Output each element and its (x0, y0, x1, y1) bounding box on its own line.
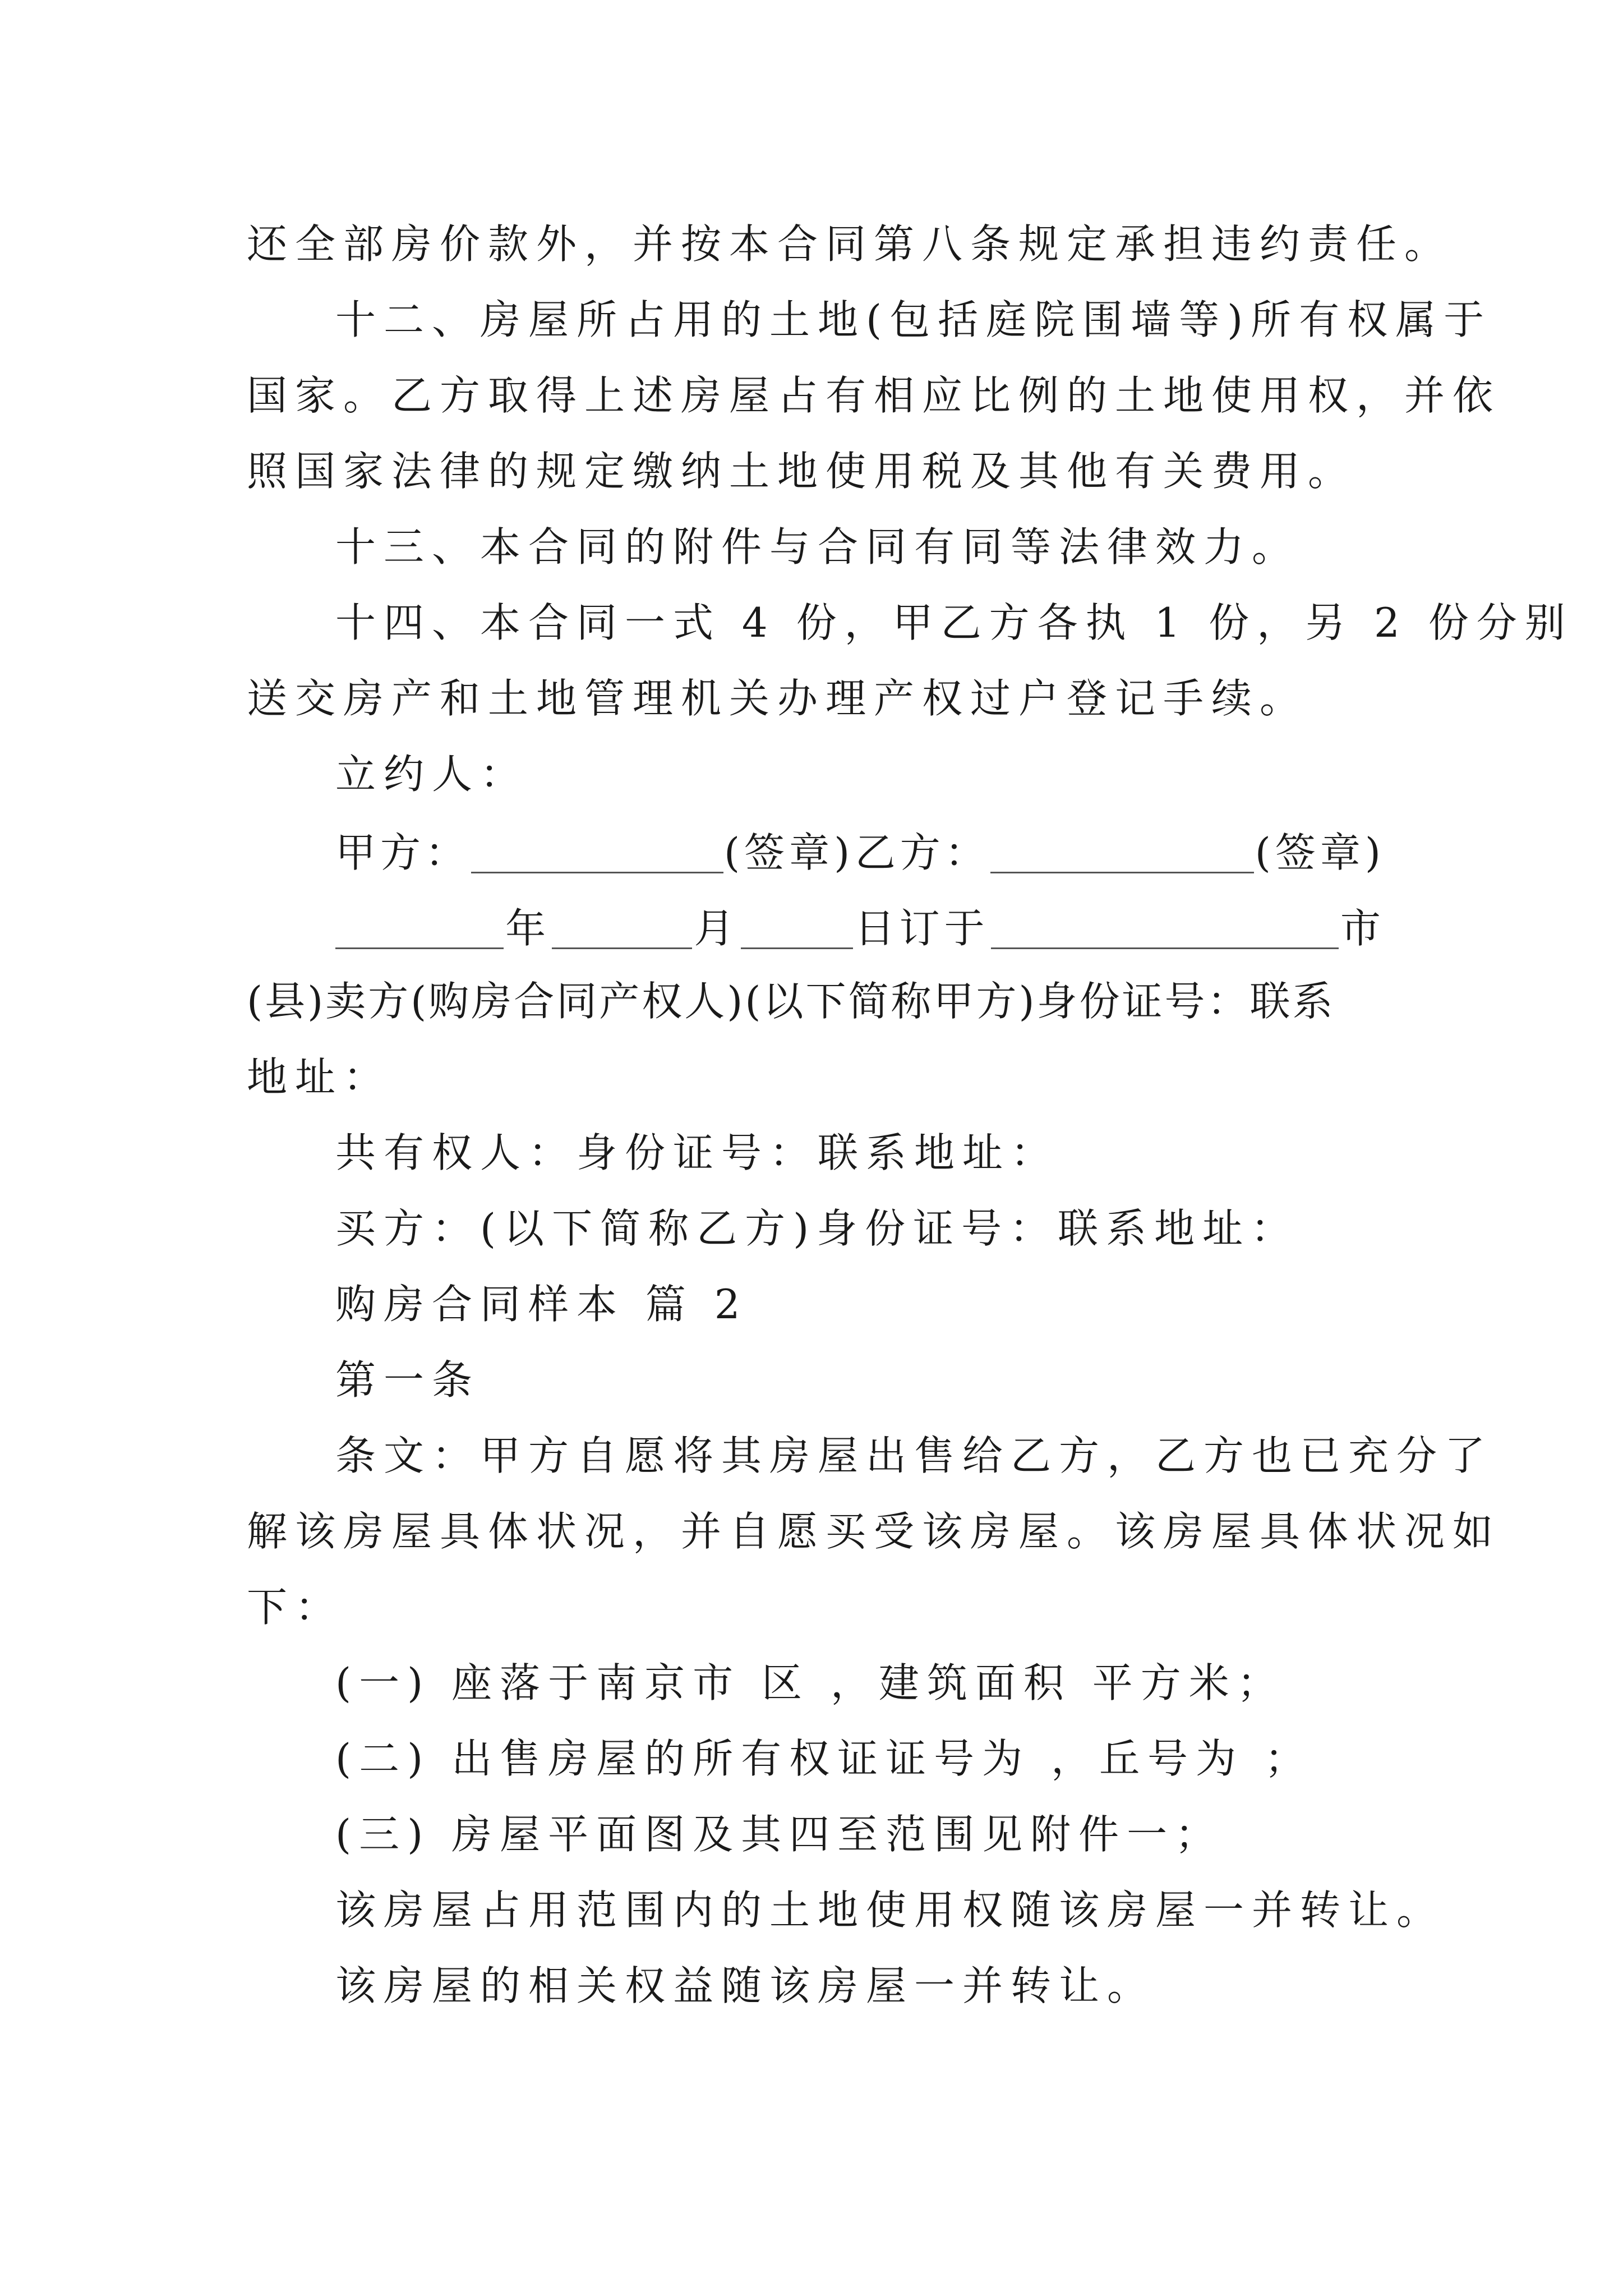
seller-info-line-2: 地址： (247, 1053, 392, 1101)
land-use-transfer: 该房屋占用范围内的土地使用权随该房屋一并转让。 (335, 1887, 1445, 1934)
clause-12-line-3: 照国家法律的规定缴纳土地使用税及其他有关费用。 (247, 448, 1357, 495)
section-heading: 购房合同样本 篇 2 (335, 1281, 748, 1328)
rights-transfer: 该房屋的相关权益随该房屋一并转让。 (335, 1962, 1156, 2009)
item-1: (一) 座落于南京市 区 ，建筑面积 平方米； (335, 1659, 1285, 1706)
month-field (552, 908, 692, 949)
city-field (991, 908, 1339, 949)
article-1-text-line-3: 下： (247, 1584, 344, 1631)
date-line (335, 898, 1385, 959)
day-field (741, 908, 853, 949)
year-label: 年 (505, 905, 551, 952)
co-owner-info: 共有权人：身份证号：联系地址： (335, 1129, 1059, 1176)
month-label: 月 (694, 905, 739, 952)
party-b-label: 乙方： (855, 829, 990, 876)
party-a-signature-field (471, 832, 723, 873)
clause-12-line-1: 十二、房屋所占用的土地(包括庭院围墙等)所有权属于 (335, 296, 1492, 343)
article-1-text-line-2: 解该房屋具体状况，并自愿买受该房屋。该房屋具体状况如 (247, 1508, 1501, 1555)
seller-info-line-1: (县)卖方(购房合同产权人)(以下简称甲方)身份证号：联系 (247, 978, 1335, 1025)
year-field (335, 908, 504, 949)
party-b-signature-field (990, 832, 1254, 873)
item-3: (三) 房屋平面图及其四至范围见附件一； (335, 1811, 1224, 1858)
article-1-heading: 第一条 (335, 1356, 481, 1404)
clause-13: 十三、本合同的附件与合同有同等法律效力。 (335, 523, 1301, 570)
clause-14-line-2: 送交房产和土地管理机关办理产权过户登记手续。 (247, 675, 1308, 722)
item-2: (二) 出售房屋的所有权证证号为 ，丘号为 ； (335, 1735, 1313, 1782)
buyer-info: 买方：(以下简称乙方)身份证号：联系地址： (335, 1205, 1299, 1252)
clause-14-line-1: 十四、本合同一式 4 份，甲乙方各执 1 份，另 2 份分别 (335, 599, 1573, 646)
party-a-label: 甲方： (335, 829, 471, 876)
signature-line (335, 822, 1385, 884)
day-label: 日订于 (854, 905, 989, 952)
party-b-seal: (签章) (1255, 829, 1385, 876)
clause-12-line-2: 国家。乙方取得上述房屋占有相应比例的土地使用权，并依 (247, 372, 1501, 419)
paragraph-line: 还全部房价款外，并按本合同第八条规定承担违约责任。 (247, 220, 1453, 268)
party-a-seal: (签章) (724, 829, 855, 876)
article-1-text-line-1: 条文：甲方自愿将其房屋出售给乙方，乙方也已充分了 (335, 1432, 1493, 1479)
signatories-label: 立约人： (335, 751, 529, 798)
city-label: 市 (1340, 905, 1385, 952)
